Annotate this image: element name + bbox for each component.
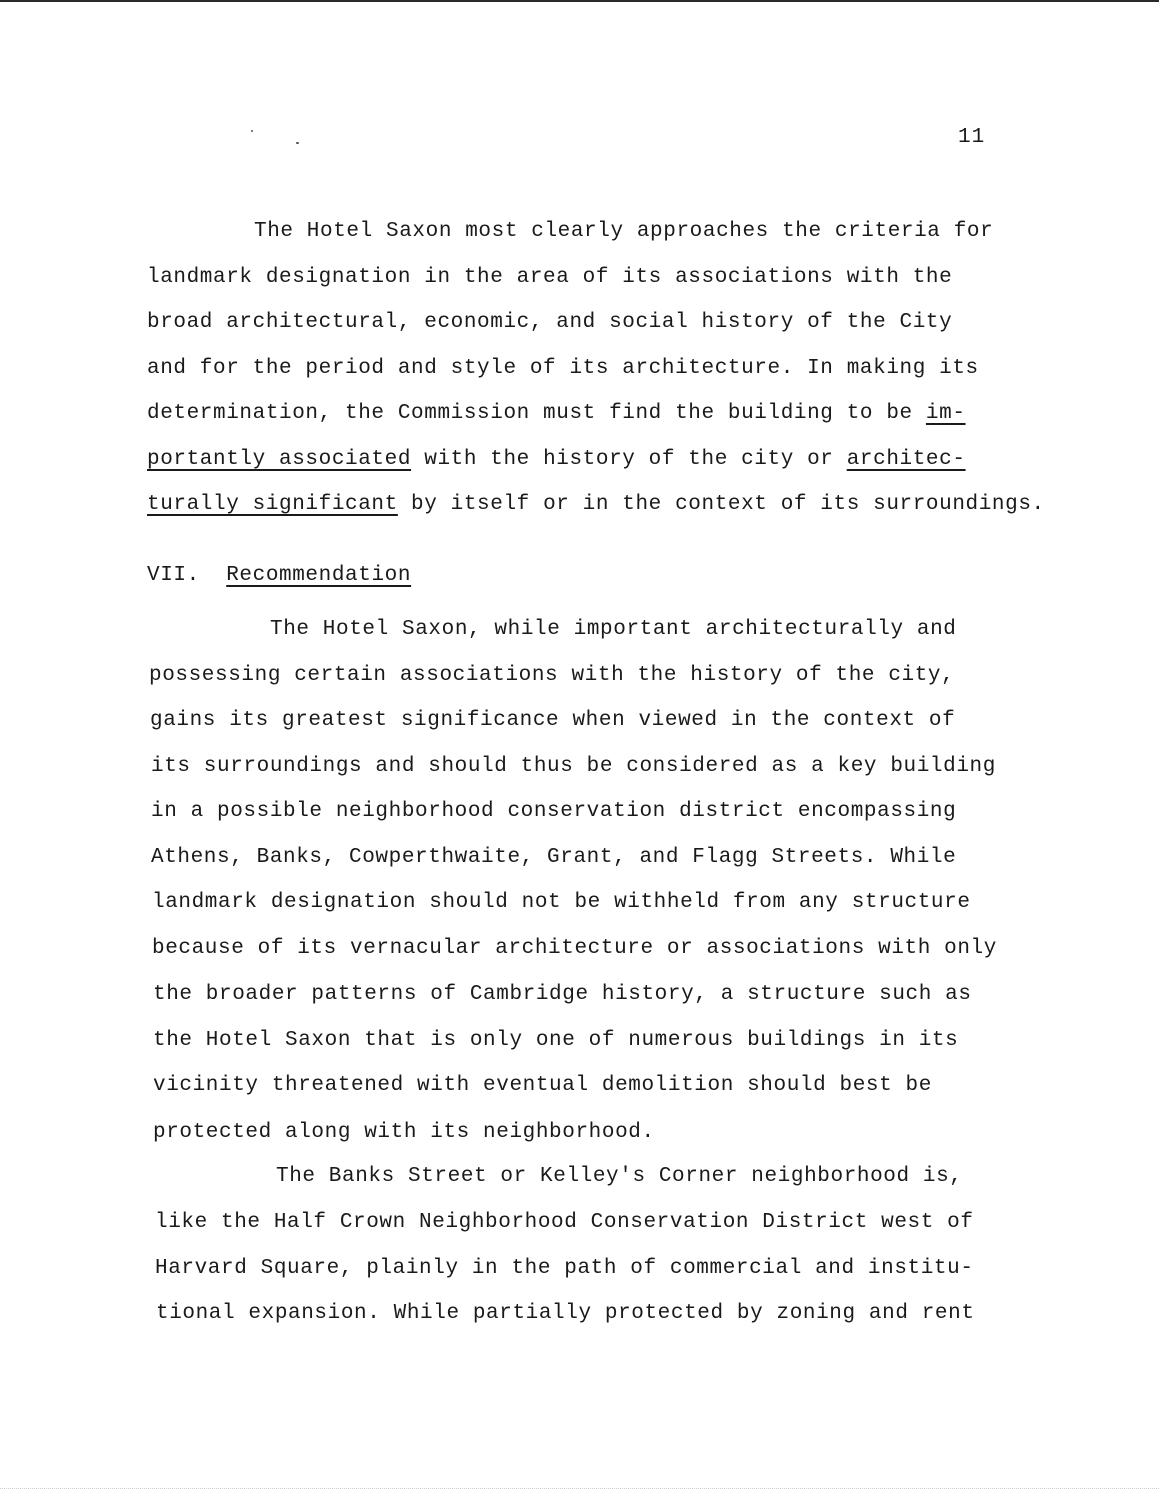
scan-edge — [0, 1488, 1159, 1490]
text-line: protected along with its neighborhood. — [153, 1121, 655, 1144]
text-line: Athens, Banks, Cowperthwaite, Grant, and Flagg Streets. While — [151, 846, 957, 869]
text-line: tional expansion. While partially protected by zoning and rent — [156, 1302, 975, 1325]
section-title: Recommendation — [226, 564, 412, 587]
text-line: the Hotel Saxon that is only one of numerous buildings in its — [153, 1029, 959, 1052]
underlined-text: turally significant — [147, 493, 398, 516]
text-line — [147, 492, 1045, 518]
text-line: its surroundings and should thus be considered as a key building — [151, 755, 996, 778]
text-line: the broader patterns of Cambridge history, a structure such as — [153, 983, 972, 1006]
text-line: landmark designation in the area of its associations with the — [147, 266, 953, 289]
page-number: 11 — [958, 126, 986, 149]
text-line: The Banks Street or Kelley's Corner neighborhood is, — [276, 1165, 963, 1188]
text-line — [147, 401, 966, 427]
text-line: possessing certain associations with the history of the city, — [149, 664, 955, 687]
scan-edge — [0, 0, 1159, 2]
text-run: determination, the Commission must find the building to be — [147, 402, 926, 425]
text-line: The Hotel Saxon, while important architecturally and — [270, 618, 957, 641]
section-number: VII. — [147, 564, 200, 587]
underlined-text: architec- — [846, 448, 966, 471]
underlined-text: im- — [925, 402, 966, 425]
underlined-text: portantly associated — [147, 448, 412, 471]
text-line — [147, 447, 966, 473]
text-line: because of its vernacular architecture or associations with only — [152, 937, 997, 960]
text-line: landmark designation should not be withheld from any structure — [152, 891, 971, 914]
text-line: gains its greatest significance when viewed in the context of — [150, 709, 956, 732]
text-line: vicinity threatened with eventual demolition should best be — [153, 1074, 932, 1097]
text-line: like the Half Crown Neighborhood Conservation District west of — [155, 1211, 974, 1234]
text-line: and for the period and style of its architecture. In making its — [147, 357, 979, 380]
text-line: broad architectural, economic, and social history of the City — [147, 311, 953, 334]
scan-speck — [296, 142, 299, 144]
text-line: Harvard Square, plainly in the path of commercial and institu- — [155, 1257, 974, 1280]
scan-speck — [251, 130, 253, 132]
text-run: by itself or in the context of its surroundings. — [397, 493, 1045, 516]
section-heading — [147, 563, 411, 589]
text-line: The Hotel Saxon most clearly approaches the criteria for — [254, 220, 994, 243]
text-run: with the history of the city or — [411, 448, 847, 471]
text-line: in a possible neighborhood conservation district encompassing — [151, 800, 957, 823]
